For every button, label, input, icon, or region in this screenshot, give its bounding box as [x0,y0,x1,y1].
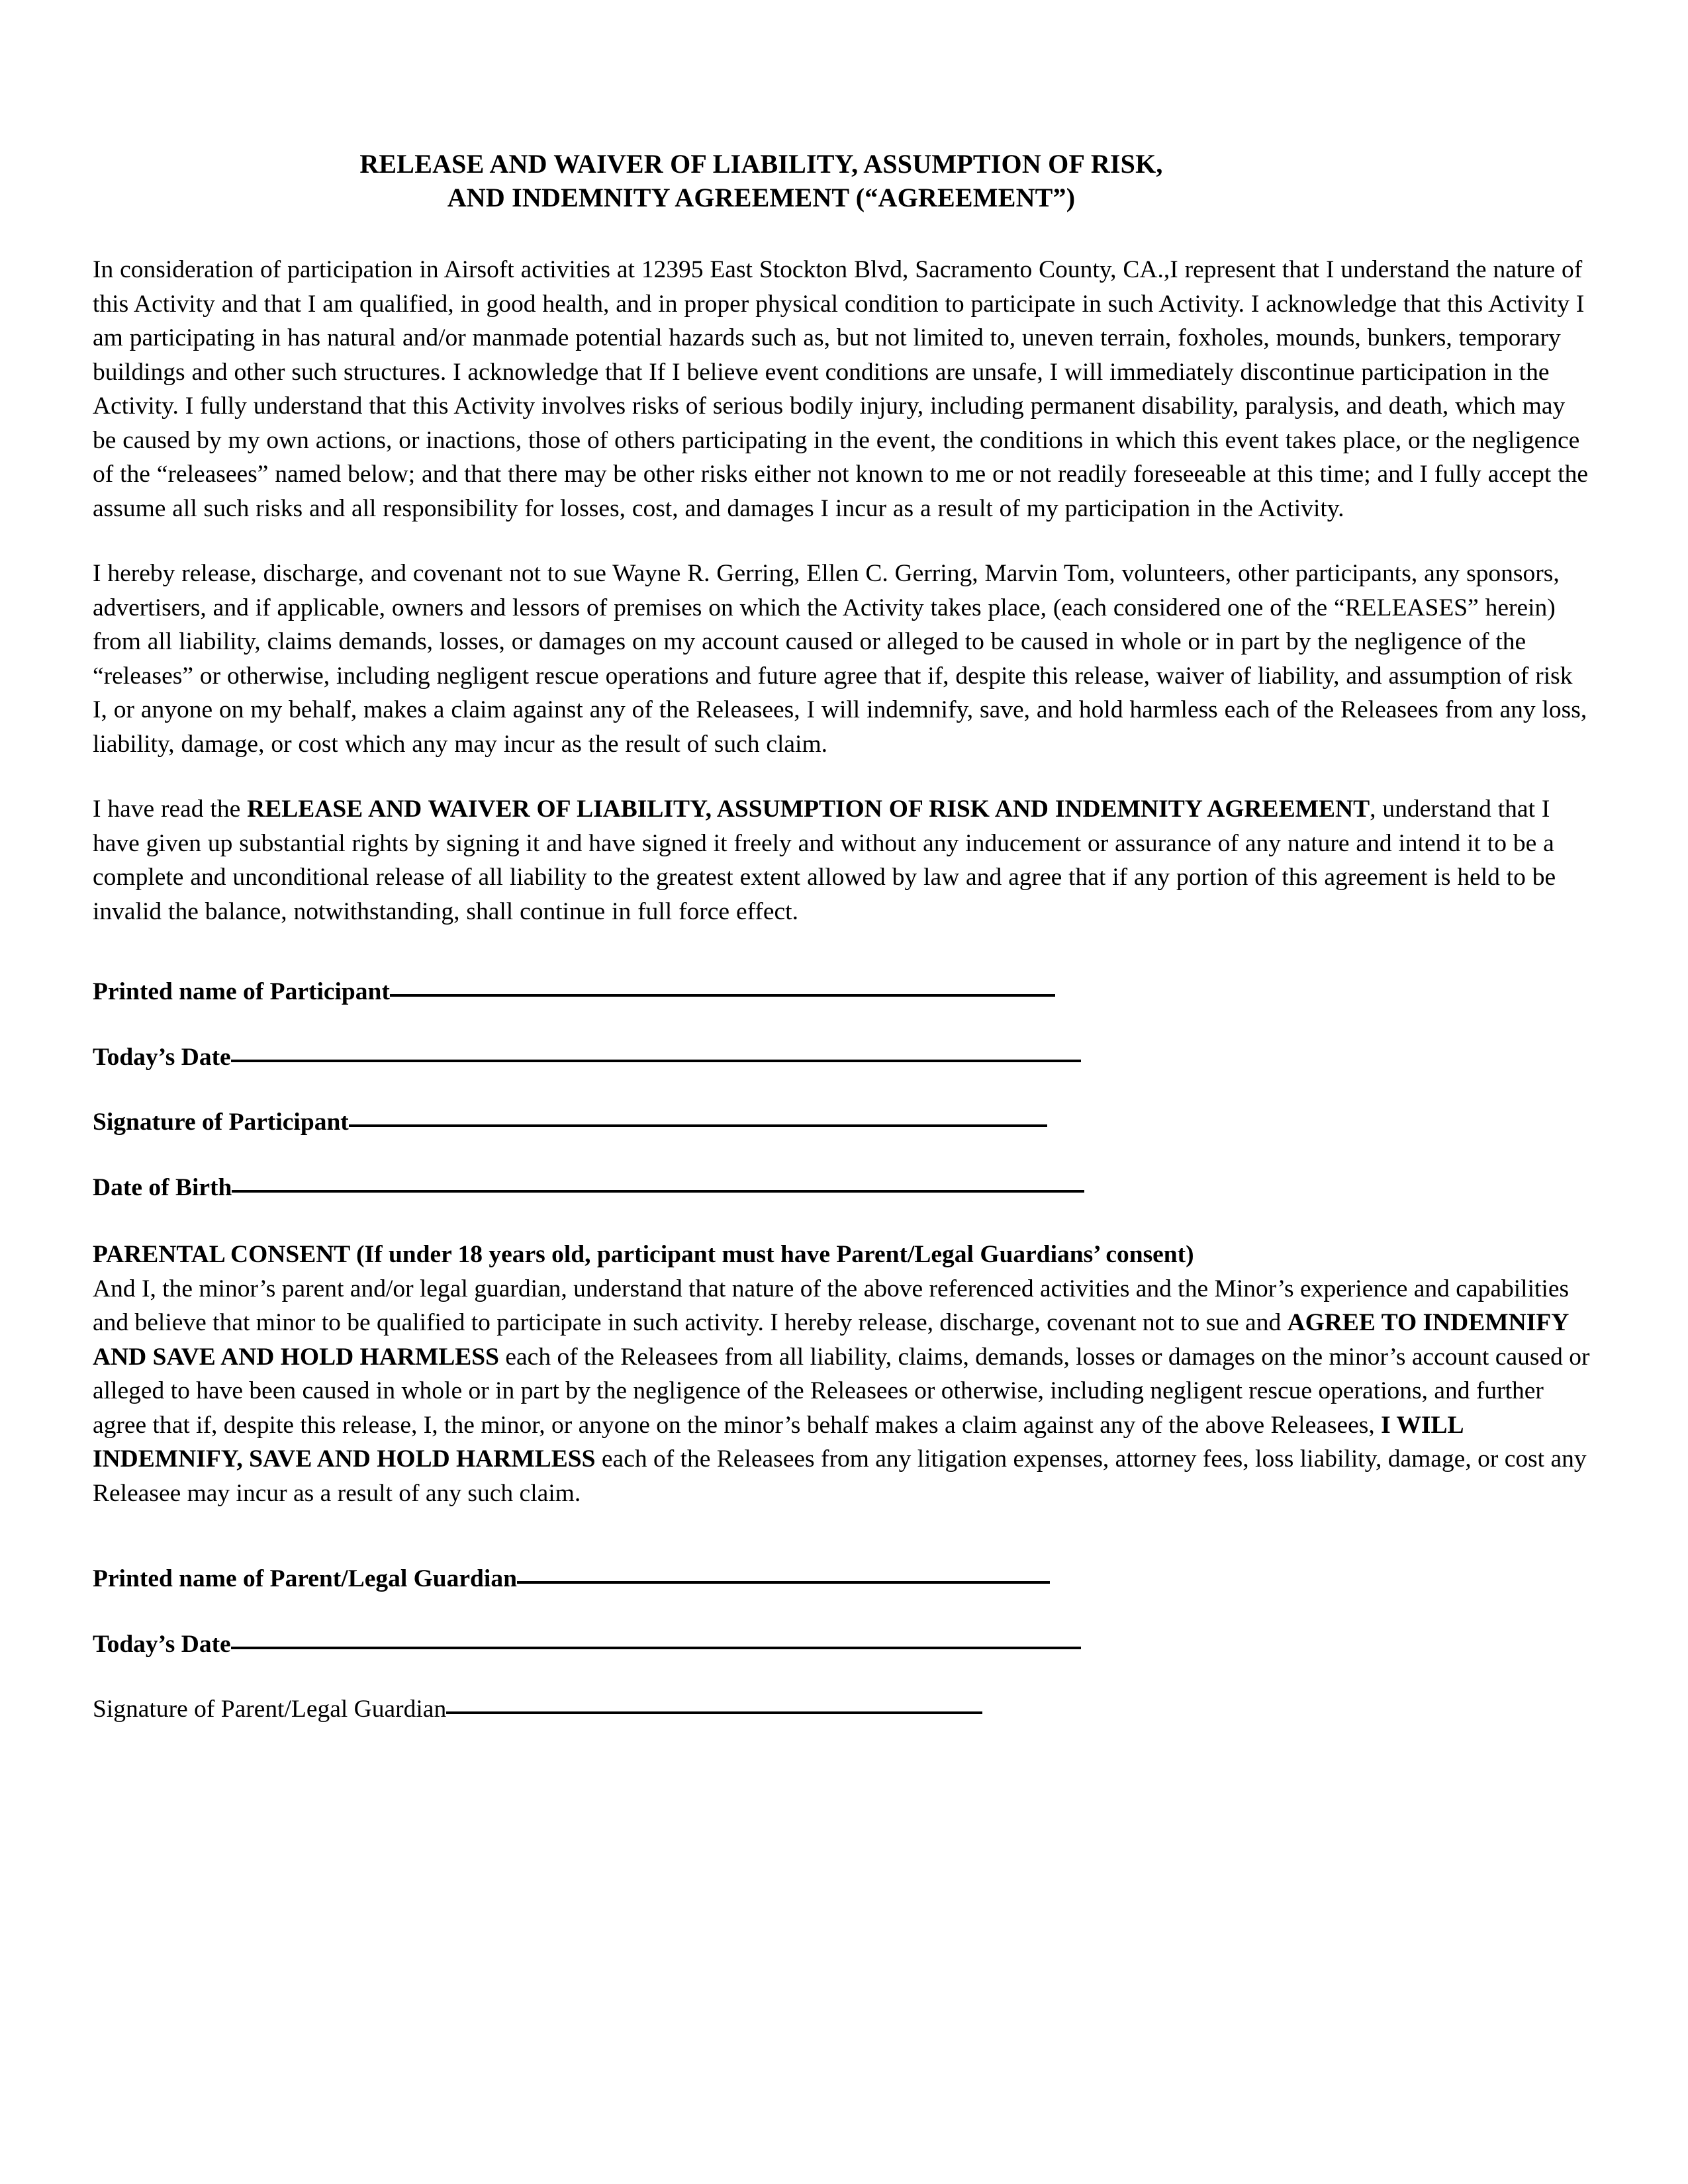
field-date-of-birth-participant[interactable] [93,1171,1595,1205]
signature-rule[interactable] [517,1581,1050,1584]
consent-text-2: each of the Releasees from all liability, claims, demands, losses or damages on the minor’s account caused or alleged to have been caused in whole or in part by the negligence of the Releasees or otherwise, including negligent rescue operations, and further agree that if, despite this release, I, the minor, or anyone on the minor’s behalf makes a claim against any of the above Releasees, [93,1343,1590,1439]
field-todays-date-participant[interactable] [93,1040,1595,1075]
field-label: Printed name of Parent/Legal Guardian [93,1565,517,1593]
have-read-suffix: , understand that I have given up substantial rights by signing it and have signed it freely and without any inducement or assurance of any nature and intend it to be a complete and unconditional release of all liability to the greatest extent allowed by law and agree that if any portion of this agreement is held to be invalid the balance, notwithstanding, shall continue in full force effect. [93,796,1556,925]
page-title [113,0,1410,214]
signature-rule[interactable] [231,1060,1081,1062]
consent-text-3: each of the Releasees from any litigation expenses, attorney fees, loss liability, damage, or cost any Releasee may incur as a result of any such claim. [93,1445,1587,1507]
have-read-agreement-name: RELEASE AND WAIVER OF LIABILITY, ASSUMPTION OF RISK AND INDEMNITY AGREEMENT [247,796,1370,823]
page-title-line-1: RELEASE AND WAIVER OF LIABILITY, ASSUMPTION OF RISK, [359,149,1163,179]
have-read-prefix: I have read the [93,796,248,823]
field-signature-participant[interactable] [93,1105,1595,1140]
field-todays-date-guardian[interactable] [93,1627,1595,1662]
paragraph-release: I hereby release, discharge, and covenant not to sue Wayne R. Gerring, Ellen C. Gerring, Marvin Tom, volunteers, other participants, any sponsors, advertisers, and if applicable, owners and lessors of premises on which the Activity takes place, (each considered one of the “RELEASES” herein) from all liability, claims demands, losses, or damages on my account caused or alleged to be caused in whole or in part by the negligence of the “releases” or otherwise, including negligent rescue operations and future agree that if, despite this release, waiver of liability, and assumption of risk I, or anyone on my behalf, makes a claim against any of the Releasees, I will indemnify, save, and hold harmless each of the Releasees from any loss, liability, damage, or cost which any may incur as the result of such claim. [93,560,1587,758]
signature-rule[interactable] [390,994,1055,997]
consent-text-1: And I, the minor’s parent and/or legal guardian, understand that nature of the above referenced activities and the Minor’s experience and capabilities and believe that minor to be qualified to participate in such activity. I hereby release, discharge, covenant not to sue and [93,1275,1570,1337]
signature-rule[interactable] [349,1124,1047,1127]
paragraph-consideration: In consideration of participation in Airsoft activities at 12395 East Stockton Blvd, Sacramento County, CA.,I represent that I understand the nature of this Activity and that I am qualified, in good health, and in proper physical condition to participate in such Activity. I acknowledge that this Activity I am participating in has natural and/or manmade potential hazards such as, but not limited to, uneven terrain, foxholes, mounds, bunkers, temporary buildings and other such structures. I acknowledge that If I believe event conditions are unsafe, I will immediately discontinue participation in the Activity. I fully understand that this Activity involves risks of serious bodily injury, including permanent disability, paralysis, and death, which may be caused by my own actions, or inactions, those of others participating in the event, the conditions in which this event takes place, or the negligence of the “releasees” named below; and that there may be other risks either not known to me or not readily foreseeable at this time; and I fully accept the assume all such risks and all responsibility for losses, cost, and damages I incur as a result of my participation in the Activity. [93,256,1589,522]
field-label: Signature of Participant [93,1109,349,1136]
participant-signature-fields [93,975,1595,1205]
field-signature-guardian[interactable] [93,1692,1595,1727]
field-label: Today’s Date [93,1043,231,1071]
field-label: Date of Birth [93,1173,232,1201]
parental-consent-section [93,1238,1595,1510]
paragraph-have-read [93,792,1592,929]
consent-bold-indemnify: AGREE TO INDEMNIFY AND SAVE AND HOLD HARMLESS [93,1309,1568,1371]
signature-rule[interactable] [231,1647,1081,1649]
page-title-line-2: AND INDEMNITY AGREEMENT (“AGREEMENT”) [447,183,1076,213]
guardian-signature-fields [93,1562,1595,1727]
field-label: Printed name of Participant [93,978,390,1006]
consent-bold-i-will-indemnify: I WILL INDEMNIFY, SAVE AND HOLD HARMLESS [93,1411,1463,1473]
field-label: Today’s Date [93,1630,231,1658]
signature-rule[interactable] [232,1190,1084,1193]
signature-rule[interactable] [446,1711,982,1714]
parental-consent-heading: PARENTAL CONSENT (If under 18 years old, participant must have Parent/Legal Guardians’ consent) [93,1241,1194,1269]
field-printed-name-participant[interactable] [93,975,1595,1009]
parental-consent-body [93,1272,1592,1511]
field-printed-name-guardian[interactable] [93,1562,1595,1596]
field-label: Signature of Parent/Legal Guardian [93,1696,447,1723]
document-sheet [93,0,1595,1758]
